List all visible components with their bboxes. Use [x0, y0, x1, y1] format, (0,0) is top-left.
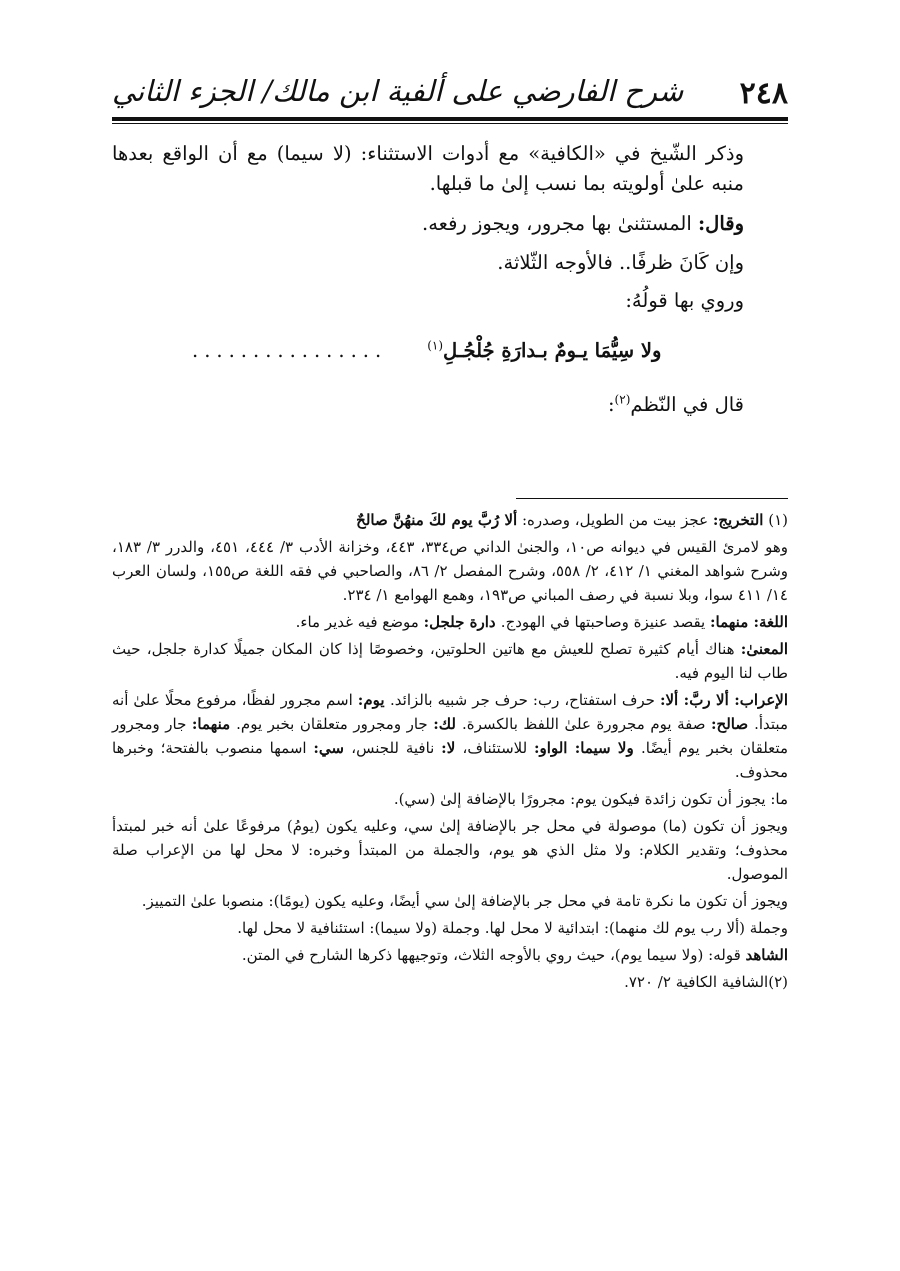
footnote-text: جار ومجرور متعلقان بخبر يوم أيضًا.	[112, 715, 788, 757]
term: يوم:	[357, 691, 390, 709]
term: منهما:	[709, 613, 754, 631]
footnote-ma: ويجوز أن تكون (ما) موصولة في محل جر بالإضافة إلىٰ سي، وعليه يكون (يومُ) مرفوعًا علىٰ أنه خبر لمبتدأ محذوف؛ وتقدير الكلام: ولا مثل الذي هو يوم، والجملة من المبتدأ وخبره: لا محل لها من الإعراب صلة الموصول.	[112, 817, 788, 883]
footnote-text: هناك أيام كثيرة تصلح للعيش مع هاتين الحلوتين، وخصوصًا إذا كان المكان جميلًا كدارة جلجل، حيث طاب لنا اليوم فيه.	[112, 640, 788, 682]
paragraph	[112, 390, 788, 420]
term: لا:	[441, 739, 463, 757]
section-label: اللغة:	[753, 613, 788, 631]
footnote-maana	[112, 637, 788, 685]
footnote-number: (١)	[768, 511, 788, 529]
footnote-jumla: وجملة (ألا رب يوم لك منهما): ابتدائية لا محل لها. وجملة (ولا سيما): استئنافية لا محل لها.	[237, 919, 788, 937]
footnote-2: (٢)الشافية الكافية ٢/ ٧٢٠.	[624, 973, 788, 991]
footnote-lugha	[112, 610, 788, 634]
footnote-separator	[516, 498, 788, 499]
term: دارة جلجل:	[423, 613, 501, 631]
term: سي:	[313, 739, 352, 757]
footnote-text: قوله: (ولا سيما يوم)، حيث روي بالأوجه الثلاث، وتوجيهها ذكرها الشارح في المتن.	[241, 946, 746, 964]
paragraph: وذكر الشّيخ في «الكافية» مع أدوات الاستثناء: (لا سيما) مع أن الواقع بعدها منبه علىٰ أولويته بما نسب إلىٰ ما قبلها.	[112, 142, 744, 196]
footnote-text: اسمها منصوب بالفتحة؛ وخبرها محذوف.	[112, 739, 788, 781]
section-label: الإعراب:	[734, 691, 788, 709]
verse-text: ولا سِيُّمَا يـومٌ بـدارَةِ جُلْجُـلِ	[443, 339, 662, 363]
footnote-shahid	[112, 943, 788, 967]
term: لك:	[433, 715, 462, 733]
lead-word: وقال:	[697, 212, 744, 236]
footnote-text: يقصد عنيزة وصاحبتها في الهودج.	[500, 613, 710, 631]
verse-ellipsis: ................	[192, 339, 388, 363]
verse-hemistich	[427, 336, 661, 366]
footnote-verse: ألا رُبَّ يوم لكَ منهُنَّ صالحٌ	[356, 511, 518, 529]
paragraph-text: قال في النّظم	[630, 393, 744, 417]
footnote-ma: ما: يجوز أن تكون زائدة فيكون يوم: مجرورًا بالإضافة إلىٰ (سي).	[393, 790, 788, 808]
footnote-text: حرف استفتاح، رب: حرف جر شبيه بالزائد.	[390, 691, 660, 709]
term: ولا سيما: الواو:	[534, 739, 641, 757]
footnote-text: للاستئناف،	[462, 739, 535, 757]
footnote-label: التخريج:	[712, 511, 764, 529]
main-text	[112, 136, 788, 421]
footnote-text: جار ومجرور متعلقان بخبر يوم.	[236, 715, 434, 733]
paragraph-text: :	[607, 393, 615, 417]
header-rule-thin	[112, 123, 788, 124]
footnotes	[112, 508, 788, 997]
footnote-irab	[112, 688, 788, 784]
footnote-text: نافية للجنس،	[351, 739, 442, 757]
footnote-ma: ويجوز أن تكون ما نكرة تامة في محل جر بالإضافة إلىٰ سي أيضًا، وعليه يكون (يومًا): منصوبا علىٰ التمييز.	[141, 892, 788, 910]
running-header	[112, 68, 788, 116]
footnote-ref[interactable]: (٢)	[614, 392, 631, 407]
footnote-ref[interactable]: (١)	[427, 338, 444, 353]
paragraph-text: المستثنىٰ بها مجرور، ويجوز رفعه.	[422, 212, 698, 236]
term: منهما:	[191, 715, 237, 733]
book-title: شرح الفارضي على ألفية ابن مالك/ الجزء الثاني	[112, 74, 684, 108]
paragraph: وإن كَانَ ظرفًا.. فالأوجه الثّلاثة.	[497, 250, 744, 274]
term: صالح:	[710, 715, 755, 733]
verse-line	[112, 336, 788, 366]
header-rule	[112, 117, 788, 121]
footnote-text: اسم مجرور لفظًا، مرفوع محلًا علىٰ أنه مبتدأ.	[112, 691, 788, 733]
footnote-text: موضع فيه غدير ماء.	[295, 613, 424, 631]
footnote-1	[112, 508, 788, 532]
paragraph: وروي بها قولُهُ:	[625, 288, 744, 312]
footnote-text: صفة يوم مجرورة علىٰ اللفظ بالكسرة.	[461, 715, 711, 733]
paragraph	[112, 209, 788, 239]
footnote-sources: وهو لامرئ القيس في ديوانه ص١٠، والجنىٰ الداني ص٣٣٤، ٤٤٣، وخزانة الأدب ٣/ ٤٤٤، ٤٥١، والدرر ٣/ ١٨٣، وشرح شواهد المغني ١/ ٤١٢، ٢/ ٥٥٨، وشرح المفصل ٢/ ٨٦، والصاحبي في فقه اللغة ص١٥٥، ولسان العرب ١٤/ ٤١١ سوا، وبلا نسبة في رصف المباني ص١٩٣، وهمع الهوامع ١/ ٢٣٤.	[112, 538, 789, 604]
term: ألا ربَّ: ألا:	[659, 691, 735, 709]
section-label: الشاهد	[745, 946, 788, 964]
section-label: المعنىٰ:	[740, 640, 788, 658]
footnote-text: عجز بيت من الطويل، وصدره:	[517, 511, 713, 529]
page-number: ٢٤٨	[739, 76, 788, 111]
